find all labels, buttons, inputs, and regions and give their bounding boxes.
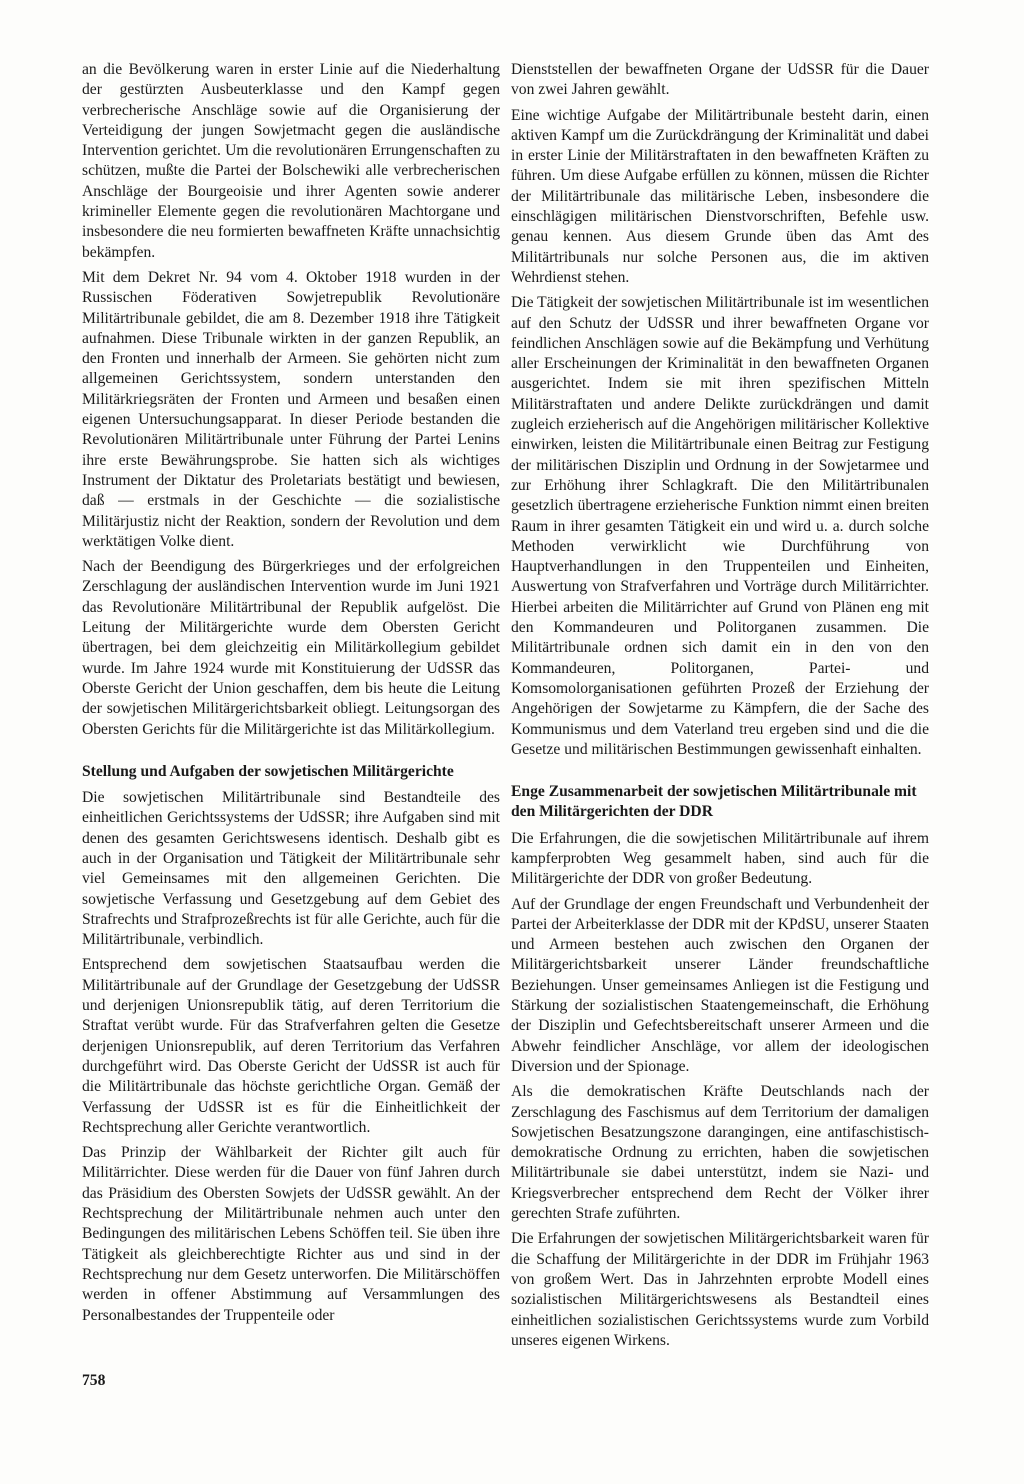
right-column [511,60,929,1351]
paragraph: Die sowjetischen Militärtribunale sind Bestandteile des einheitlichen Gerichtssystems der UdSSR; ihre Aufgaben sind mit denen des gesamten Gerichtswesens identisch. Deshalb gibt es auch in der Organisation und Tätigkeit der Militärtribunale sehr viel Gemeinsames mit den allgemeinen Gerichten. Die sowjetische Verfassung und Gesetzgebung auf dem Gebiet des Strafrechts und Strafprozeßrechts ist für alle Gerichte, auch für die Militärtribunale, verbindlich. [82,789,500,949]
page-number: 758 [82,1372,106,1389]
paragraph: Die Erfahrungen der sowjetischen Militärgerichtsbarkeit waren für die Schaffung der Militärgerichte in der DDR im Frühjahr 1963 von großem Wert. Das in Jahrzehnten erprobte Modell eines sozialistischen Militärgerichtswesens als Bestandteil eines einheitlichen sozialistischen Gerichtssystems wurde zum Vorbild unseres eigenen Wirkens. [511,1230,929,1349]
section-heading: Stellung und Aufgaben der sowjetischen Militärgerichte [82,762,454,780]
paragraph: Dienststellen der bewaffneten Organe der UdSSR für die Dauer von zwei Jahren gewählt. [511,61,929,99]
paragraph: Die Erfahrungen, die die sowjetischen Militärtribunale auf ihrem kampferprobten Weg gesammelt haben, sind auch für die Militärgerichte der DDR von großer Bedeutung. [511,829,929,888]
paragraph: Die Tätigkeit der sowjetischen Militärtribunale ist im wesentlichen auf den Schutz der UdSSR und ihrer bewaffneten Organe vor feindlichen Anschlägen sowie auf die Bekämpfung und Verhütung aller Erscheinungen der Kriminalität in den bewaffneten Organen ausgerichtet. Indem sie mit ihren spezifischen Mitteln Militärstraftaten und andere Delikte zurückdrängen und damit zugleich erzieherisch auf die Angehörigen militärischer Kollektive einwirken, leisten die Militärtribunale einen Beitrag zur Festigung der militärischen Disziplin und Ordnung in der Sowjetarmee und zur Erhöhung ihrer Schlagkraft. Die den Militärtribunalen gesetzlich übertragene erzieherische Funktion nimmt einen breiten Raum in ihrer gesamten Tätigkeit ein und wird u. a. durch solche Methoden verwirklicht wie Durchführung von Hauptverhandlungen in den Truppenteilen und Einheiten, Auswertung von Strafverfahren und Vorträge durch Militärrichter. Hierbei arbeiten die Militärrichter auf Grund von Plänen eng mit den Kommandeuren und Politorganen zusammen. Die Militärtribunale ordnen sich damit ein in den von den Kommandeuren, Politorganen, Partei- und Komsomolorganisationen geführten Prozeß der Erziehung der Angehörigen der Sowjetarme zu Kämpfern, die der Sache des Kommunismus und dem Vaterland treu ergeben sind und die die Gesetze und militärischen Bestimmungen gewissenhaft einhalten. [511,294,929,758]
left-column [82,60,500,1326]
paragraph: Auf der Grundlage der engen Freundschaft und Verbundenheit der Partei der Arbeiterklasse der DDR mit der KPdSU, unserer Staaten und Armeen bestehen auch zwischen den Organen der Militärgerichtsbarkeit unserer Länder freundschaftliche Beziehungen. Unser gemeinsames Anliegen ist die Festigung und Stärkung der sozialistischen Staatengemeinschaft, die Erhöhung der Disziplin und Gefechtsbereitschaft unserer Armeen und die Abwehr feindlicher Anschläge, vor allem der ideologischen Diversion und der Spionage. [511,895,929,1075]
paragraph: Eine wichtige Aufgabe der Militärtribunale besteht darin, einen aktiven Kampf um die Zurückdrängung der Kriminalität und dabei in erster Linie der Militärstraftaten in den bewaffneten Kräften zu führen. Um diese Aufgabe erfüllen zu können, müssen die Richter der Militärtribunale das militärische Leben, insbesondere die einschlägigen militärischen Dienstvorschriften, Befehle usw. genau kennen. Aus diesem Grunde üben das Amt des Militärtribunals nur solche Personen aus, die im aktiven Wehrdienst stehen. [511,106,929,286]
paragraph: Das Prinzip der Wählbarkeit der Richter gilt auch für Militärrichter. Diese werden für die Dauer von fünf Jahren durch das Präsidium des Obersten Sowjets der UdSSR gewählt. An der Rechtsprechung der Militärtribunale nehmen auch unter den Bedingungen des militärischen Lebens Schöffen teil. Sie üben ihre Tätigkeit als gleichberechtigte Richter aus und sind in der Rechtsprechung nur dem Gesetz unterworfen. Die Militärschöffen werden in offener Abstimmung auf Versammlungen des Personalbestandes der Truppenteile oder [82,1144,500,1324]
paragraph: Nach der Beendigung des Bürgerkrieges und der erfolgreichen Zerschlagung der ausländischen Intervention wurde im Juni 1921 das Revolutionäre Militärtribunal der Republik aufgelöst. Die Leitung der Militärgerichte wurde dem Obersten Gericht übertragen, bei dem gleichzeitig ein Militärkollegium gebildet wurde. Im Jahre 1924 wurde mit Konstituierung der UdSSR das Oberste Gericht der Union geschaffen, dem bis heute die Leitung der sowjetischen Militärgerichtsbarkeit obliegt. Leitungsorgan des Obersten Gerichts für die Militärgerichte ist das Militärkollegium. [82,558,500,738]
section-heading: Enge Zusammenarbeit der sowjetischen Militärtribunale mit den Militärgerichten der DDR [511,783,917,821]
paragraph: Entsprechend dem sowjetischen Staatsaufbau werden die Militärtribunale auf der Grundlage der Gesetzgebung der UdSSR und derjenigen Unionsrepublik tätig, auf deren Territorium die Straftat verübt wurde. Für das Strafverfahren gelten die Gesetze derjenigen Unionsrepublik, auf deren Territorium das Verfahren durchgeführt wird. Das Oberste Gericht der UdSSR ist auch für die Militärtribunale das höchste gerichtliche Organ. Gemäß der Verfassung der UdSSR ist es für die Einheitlichkeit der Rechtsprechung aller Gerichte verantwortlich. [82,956,500,1136]
paragraph: Als die demokratischen Kräfte Deutschlands nach der Zerschlagung des Faschismus auf dem Territorium der damaligen Sowjetischen Besatzungszone darangingen, eine antifaschistisch-demokratische Ordnung zu errichten, haben die sowjetischen Militärtribunale sie dabei unterstützt, indem sie Nazi- und Kriegsverbrecher entsprechend dem Recht der Völker ihrer gerechten Strafe zuführten. [511,1083,929,1223]
paragraph: an die Bevölkerung waren in erster Linie auf die Niederhaltung der gestürzten Ausbeuterklasse und den Kampf gegen verbrecherische Anschläge sowie auf die Organisierung der Verteidigung der jungen Sowjetmacht gegen die ausländische Intervention gerichtet. Um die revolutionären Errungenschaften zu schützen, mußte die Partei der Bolschewiki alle verbrecherischen Anschläge der Bourgeoisie und ihrer Agenten sowie anderer krimineller Elemente gegen die revolutionären Machtorgane und insbesondere die neu formierten bewaffneten Kräfte unnachsichtig bekämpfen. [82,61,500,261]
paragraph: Mit dem Dekret Nr. 94 vom 4. Oktober 1918 wurden in der Russischen Föderativen Sowjetrepublik Revolutionäre Militärtribunale gebildet, die am 8. Dezember 1918 ihre Tätigkeit aufnahmen. Diese Tribunale wirkten in der ganzen Republik, an den Fronten und innerhalb der Armeen. Sie gehörten nicht zum allgemeinen Gerichtssystem, sondern unterstanden den Militärkriegsräten der Fronten und Armeen und besaßen einen eigenen Untersuchungsapparat. In dieser Periode bestanden die Revolutionären Militärtribunale unter Führung der Partei Lenins ihre erste Bewährungsprobe. Sie hatten sich als wichtiges Instrument der Diktatur des Proletariats bestätigt und bewiesen, daß — erstmals in der Geschichte — die sozialistische Militärjustiz nicht der Reaktion, sondern der Revolution und dem werktätigen Volke dient. [82,268,500,550]
